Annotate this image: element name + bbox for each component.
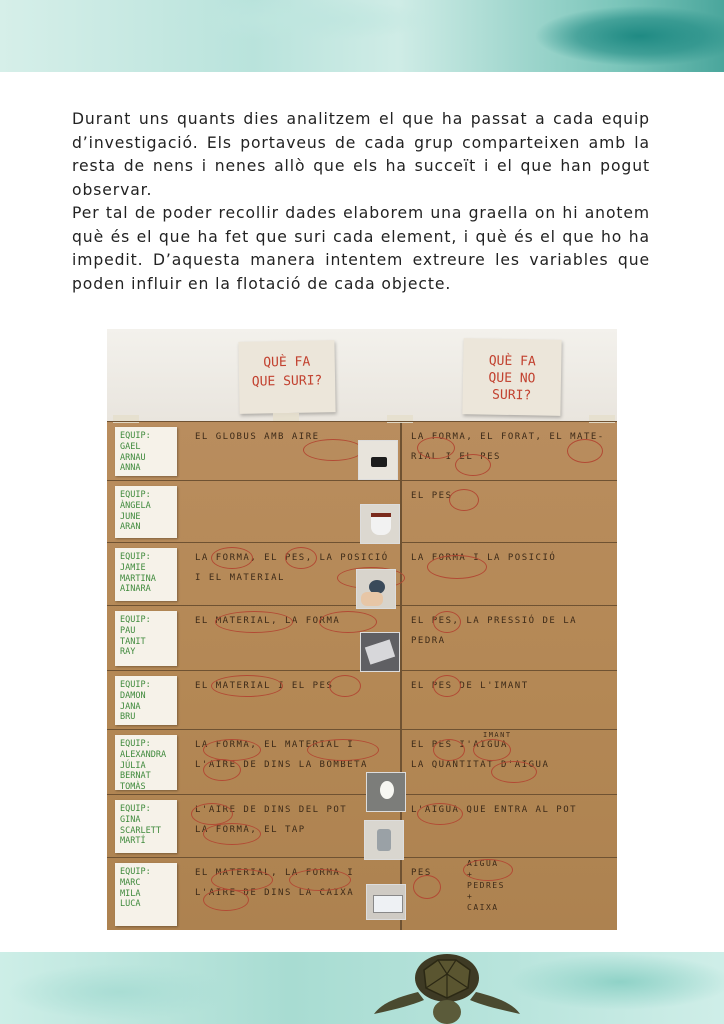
- team-member: TOMÀS: [120, 782, 146, 793]
- turtle-illustration: [372, 952, 522, 1024]
- team-member: PAU: [120, 625, 136, 636]
- water-banner-top: [0, 0, 724, 72]
- team-member: JAMIE: [120, 562, 146, 573]
- team-card: [115, 548, 177, 601]
- floats-reason: EL GLOBUS AMB AIRE: [195, 432, 320, 442]
- team-member: MARTÍ: [120, 836, 146, 847]
- header-right-line: QUE NO: [488, 370, 536, 387]
- team-member: ALEXANDRA: [120, 749, 167, 760]
- marker-circle: [433, 675, 461, 697]
- team-member: JUNE: [120, 511, 141, 522]
- sinks-reason: L'AIGUA QUE ENTRA AL POT: [411, 805, 578, 815]
- grid-row: [107, 857, 617, 930]
- tape: [273, 413, 299, 421]
- photo-thumb-jar: [364, 820, 404, 860]
- team-label: EQUIP:: [120, 490, 151, 500]
- team-member: AINARA: [120, 584, 151, 595]
- team-member: GINA: [120, 814, 141, 825]
- sinks-list-item: +: [467, 892, 474, 901]
- marker-circle: [417, 437, 455, 459]
- sinks-list-item: CAIXA: [467, 903, 499, 912]
- sinks-reason: EL PES DE L'IMANT: [411, 681, 529, 691]
- marker-circle: [303, 439, 363, 461]
- paragraph-1: Durant uns quants dies analitzem el que ha passat a cada equip d’investigació. Els portaveus de cada grup comparteixen amb la resta de nens i nenes allò que els ha succeït i el que han pogut observar.: [72, 110, 650, 199]
- team-card: [115, 863, 177, 926]
- team-card: [115, 676, 177, 725]
- team-card: [115, 427, 177, 476]
- marker-circle: [433, 739, 465, 761]
- team-card: [115, 486, 177, 538]
- marker-circle: [455, 454, 491, 476]
- header-right-line: QUÈ FA: [488, 353, 536, 370]
- team-member: DAMON: [120, 690, 146, 701]
- marker-circle: [203, 759, 241, 781]
- marker-circle: [203, 889, 249, 911]
- marker-circle: [329, 675, 361, 697]
- marker-circle: [285, 547, 317, 569]
- team-card: [115, 800, 177, 853]
- photo-thumb-hand-object: [356, 569, 396, 609]
- paragraph-2: Per tal de poder recollir dades elaborem una graella on hi anotem què és el que ha fet que suri cada element, i què és el que ho ha impedit. D’aquesta manera intentem extreure les variables que poden influir en la flotació de cada objecte.: [72, 204, 650, 293]
- grid-row: [107, 670, 617, 729]
- sinks-list-item: +: [467, 870, 474, 879]
- marker-circle: [417, 803, 463, 825]
- floats-reason: L'AIRE DE DINS LA CAIXA: [195, 888, 355, 898]
- floats-reason: LA FORMA, EL MATERIAL I: [195, 740, 355, 750]
- floats-reason: LA FORMA, EL TAP: [195, 825, 306, 835]
- sinks-reason: EL PES, LA PRESSIÓ DE LA: [411, 616, 578, 626]
- sinks-list-item: AIGUA: [467, 859, 499, 868]
- marker-circle: [463, 859, 513, 881]
- marker-circle: [433, 611, 461, 633]
- marker-circle: [427, 555, 487, 579]
- floats-reason: L'AIRE DE DINS DEL POT: [195, 805, 348, 815]
- photo-thumb-bulb: [366, 772, 406, 812]
- floats-reason: EL MATERIAL I EL PES: [195, 681, 334, 691]
- team-label: EQUIP:: [120, 804, 151, 814]
- marker-circle: [473, 739, 511, 761]
- floats-reason: LA FORMA, EL PES, LA POSICIÓ: [195, 553, 389, 563]
- header-note-left: [238, 340, 335, 414]
- header-right-line: SURI?: [491, 387, 532, 404]
- sinks-note: IMANT: [483, 731, 512, 739]
- marker-circle: [215, 611, 293, 633]
- sinks-reason: LA QUANTITAT D'AIGUA: [411, 760, 550, 770]
- marker-circle: [211, 675, 283, 697]
- team-member: ANNA: [120, 463, 141, 474]
- marker-circle: [203, 823, 261, 845]
- team-label: EQUIP:: [120, 431, 151, 441]
- team-member: GAEL: [120, 441, 141, 452]
- team-member: MARTINA: [120, 573, 156, 584]
- team-card: [115, 735, 177, 793]
- team-member: JÚLIA: [120, 760, 146, 771]
- team-member: BERNAT: [120, 771, 151, 782]
- floats-reason: L'AIRE DE DINS LA BOMBETA: [195, 760, 368, 770]
- header-left-line: QUÈ FA: [263, 354, 311, 371]
- floats-reason: I EL MATERIAL: [195, 573, 285, 583]
- team-member: ARAN: [120, 522, 141, 533]
- marker-circle: [191, 803, 233, 825]
- marker-circle: [211, 869, 273, 891]
- water-banner-bottom: [0, 952, 724, 1024]
- team-member: BRU: [120, 712, 136, 723]
- team-label: EQUIP:: [120, 552, 151, 562]
- sinks-reason: PEDRA: [411, 636, 446, 646]
- team-label: EQUIP:: [120, 867, 151, 877]
- team-label: EQUIP:: [120, 739, 151, 749]
- marker-circle: [319, 611, 377, 633]
- team-member: MILA: [120, 888, 141, 899]
- sinks-reason: EL PES: [411, 491, 453, 501]
- photo-thumb-box: [366, 884, 406, 920]
- sinks-list-item: PEDRES: [467, 881, 505, 890]
- team-member: ÀNGELA: [120, 500, 151, 511]
- sinks-reason: EL PES I'AIGUA: [411, 740, 508, 750]
- body-text: [72, 108, 650, 296]
- team-card: [115, 611, 177, 666]
- sinks-reason: PES: [411, 868, 432, 878]
- header-note-right: [462, 338, 561, 416]
- marker-circle: [491, 761, 537, 783]
- floats-reason: EL MATERIAL, LA FORMA I: [195, 868, 355, 878]
- marker-circle: [567, 439, 603, 463]
- sinks-reason: LA FORMA I LA POSICIÓ: [411, 553, 557, 563]
- sinks-reason: RIAL I EL PES: [411, 452, 501, 462]
- marker-circle: [413, 875, 441, 899]
- team-member: SCARLETT: [120, 825, 161, 836]
- team-member: LUCA: [120, 899, 141, 910]
- photo-thumb-globus: [358, 440, 398, 480]
- photo-thumb-cup: [360, 504, 400, 544]
- team-member: JANA: [120, 701, 141, 712]
- marker-circle: [203, 739, 261, 761]
- poster-photo: [107, 329, 617, 930]
- team-member: TANIT: [120, 636, 146, 647]
- team-label: EQUIP:: [120, 615, 151, 625]
- marker-circle: [307, 739, 379, 761]
- marker-circle: [449, 489, 479, 511]
- team-member: MARC: [120, 877, 141, 888]
- floats-reason: EL MATERIAL, LA FORMA: [195, 616, 341, 626]
- marker-circle: [289, 869, 351, 891]
- team-member: ARNAU: [120, 452, 146, 463]
- team-label: EQUIP:: [120, 680, 151, 690]
- team-member: RAY: [120, 647, 136, 658]
- photo-thumb-stone: [360, 632, 400, 672]
- marker-circle: [211, 547, 253, 569]
- header-left-line: QUE SURI?: [251, 373, 323, 390]
- sinks-reason: LA FORMA, EL FORAT, EL MATE-: [411, 432, 605, 442]
